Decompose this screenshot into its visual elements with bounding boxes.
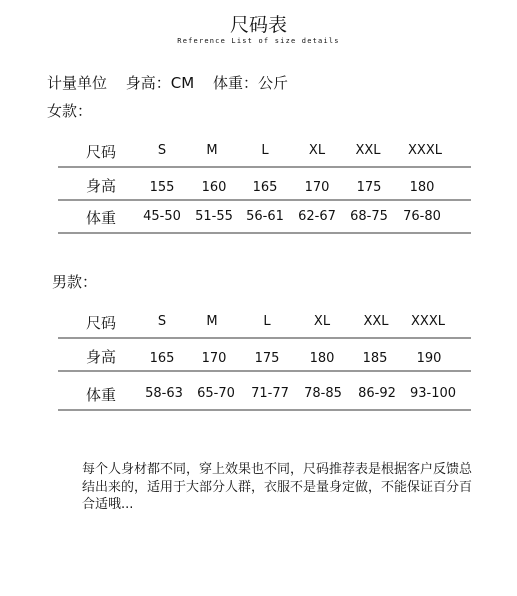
- height-cell: 180: [409, 180, 435, 195]
- women-weight-row: [58, 199, 471, 234]
- height-cell: 165: [252, 180, 278, 195]
- men-size-row: [58, 304, 471, 339]
- unit-label: 计量单位: [47, 74, 108, 92]
- height-cell: 160: [201, 180, 227, 195]
- women-size-row: [58, 133, 471, 168]
- weight-cell: 71-77: [251, 386, 289, 401]
- size-cell: XXL: [355, 143, 381, 158]
- size-cell: M: [206, 314, 218, 329]
- height-cell: 180: [309, 351, 335, 366]
- weight-header: 体重: [86, 386, 117, 404]
- size-cell: L: [261, 143, 269, 158]
- weight-cell: 62-67: [298, 209, 336, 224]
- size-cell: M: [206, 143, 218, 158]
- weight-cell: 68-75: [350, 209, 388, 224]
- height-cell: 165: [149, 351, 175, 366]
- weight-cell: 78-85: [304, 386, 342, 401]
- height-cell: 175: [254, 351, 280, 366]
- men-section-label: 男款：: [52, 273, 98, 291]
- weight-cell: 45-50: [143, 209, 181, 224]
- height-cell: 170: [304, 180, 330, 195]
- weight-cell: 86-92: [358, 386, 396, 401]
- size-cell: XXXL: [408, 143, 442, 158]
- height-cell: 155: [149, 180, 175, 195]
- height-header: 身高: [86, 348, 117, 366]
- size-header: 尺码: [86, 143, 117, 161]
- height-cell: 185: [362, 351, 388, 366]
- weight-cell: 51-55: [195, 209, 233, 224]
- weight-cell: 93-100: [409, 386, 457, 401]
- weight-cell: 56-61: [246, 209, 284, 224]
- size-cell: S: [157, 143, 167, 158]
- height-cell: 175: [356, 180, 382, 195]
- height-header: 身高: [86, 177, 117, 195]
- fit-disclaimer: 每个人身材都不同，穿上效果也不同，尺码推荐表是根据客户反馈总结出来的，适用于大部分人群，衣服不是量身定做，不能保证百分百合适哦...: [82, 462, 473, 512]
- height-cell: 190: [416, 351, 442, 366]
- women-section-label: 女款：: [47, 102, 93, 120]
- size-cell: XXXL: [411, 314, 445, 329]
- weight-cell: 65-70: [197, 386, 235, 401]
- weight-cell: 76-80: [403, 209, 441, 224]
- weight-cell: 58-63: [145, 386, 183, 401]
- size-cell: L: [263, 314, 271, 329]
- page-title: 尺码表: [229, 14, 287, 36]
- size-cell: S: [157, 314, 167, 329]
- size-cell: XXL: [363, 314, 389, 329]
- men-height-row: [58, 337, 471, 372]
- weight-header: 体重: [86, 209, 117, 227]
- height-cell: 170: [201, 351, 227, 366]
- men-weight-row: [58, 376, 471, 411]
- size-cell: XL: [313, 314, 331, 329]
- units-line: [47, 72, 302, 93]
- height-unit: 身高：CM: [125, 74, 195, 92]
- weight-unit: 体重：公斤: [213, 74, 289, 92]
- size-cell: XL: [308, 143, 326, 158]
- size-header: 尺码: [86, 314, 117, 332]
- women-height-row: [58, 166, 471, 201]
- page-subtitle: Reference List of size details: [177, 37, 340, 45]
